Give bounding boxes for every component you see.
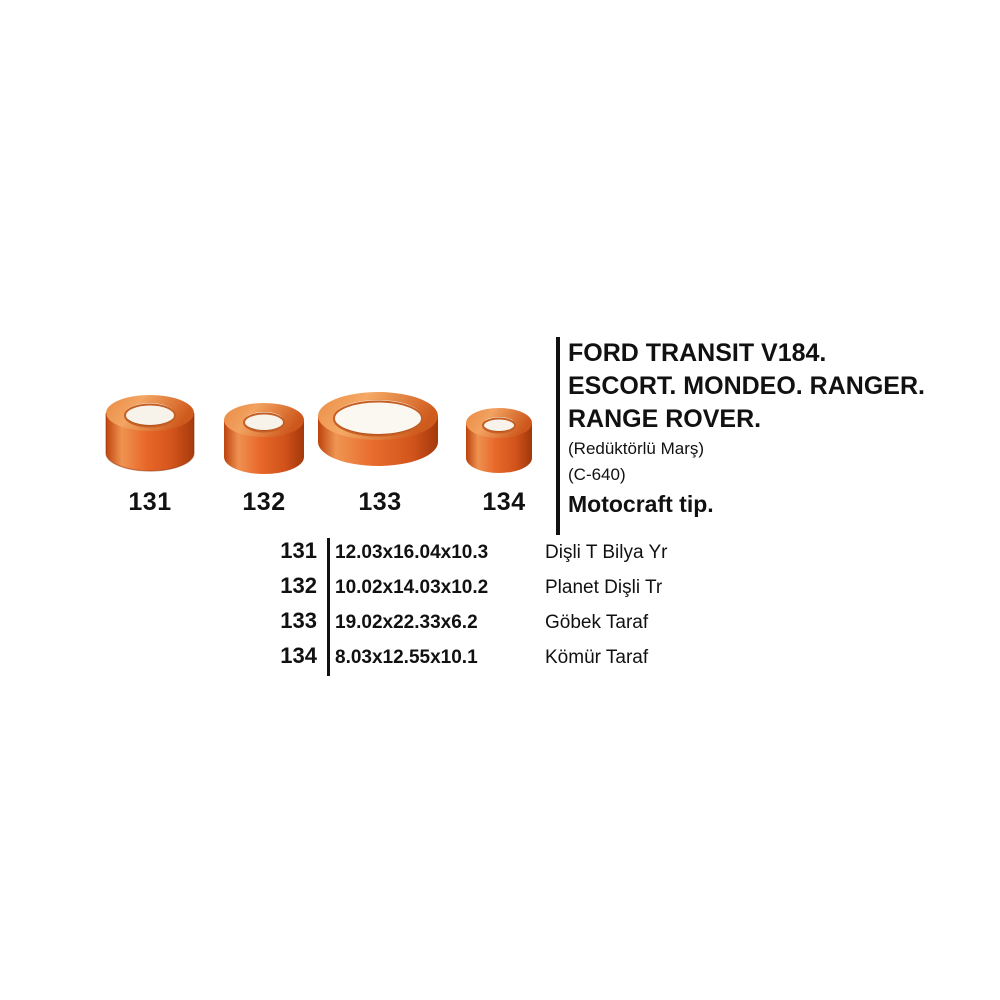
spec-ref: 132: [280, 573, 317, 598]
spec-dimensions: 8.03x12.55x10.1: [335, 647, 478, 668]
code-note: (C-640): [568, 465, 626, 484]
starter-type-note: (Redüktörlü Marş): [568, 439, 705, 458]
part-illustration-132: [222, 403, 306, 475]
copper-bushing-ring-icon: [104, 395, 196, 473]
spec-ref: 133: [280, 608, 317, 633]
part-illustration-134: [464, 408, 534, 474]
spec-ref: 134: [280, 643, 317, 668]
table-row: [255, 538, 715, 573]
copper-bushing-ring-icon: [316, 392, 440, 472]
table-row: [255, 573, 715, 608]
title-block: [556, 337, 976, 520]
part-illustration-131: [104, 395, 196, 473]
spec-description: Planet Dişli Tr: [545, 577, 663, 598]
part-illustration-133: [316, 392, 440, 472]
spec-description: Kömür Taraf: [545, 647, 649, 668]
spec-ref: 131: [280, 538, 317, 563]
spec-dimensions: 10.02x14.03x10.2: [335, 577, 489, 598]
table-row: [255, 643, 715, 678]
vehicle-line-1: FORD TRANSIT V184.: [568, 339, 827, 367]
spec-dimensions: 19.02x22.33x6.2: [335, 612, 478, 633]
brand-type-note: Motocraft tip.: [568, 491, 714, 517]
copper-bushing-ring-icon: [222, 403, 306, 475]
part-caption-133: 133: [358, 488, 402, 516]
vehicle-line-3: RANGE ROVER.: [568, 405, 762, 433]
table-row: [255, 608, 715, 643]
part-caption-131: 131: [128, 488, 172, 516]
vehicle-line-2: ESCORT. MONDEO. RANGER.: [568, 372, 925, 400]
spec-description: Dişli T Bilya Yr: [545, 542, 668, 563]
part-caption-132: 132: [242, 488, 286, 516]
part-caption-134: 134: [482, 488, 526, 516]
spec-description: Göbek Taraf: [545, 612, 649, 633]
spec-table: [255, 538, 715, 678]
spec-dimensions: 12.03x16.04x10.3: [335, 542, 489, 563]
copper-bushing-ring-icon: [464, 408, 534, 474]
